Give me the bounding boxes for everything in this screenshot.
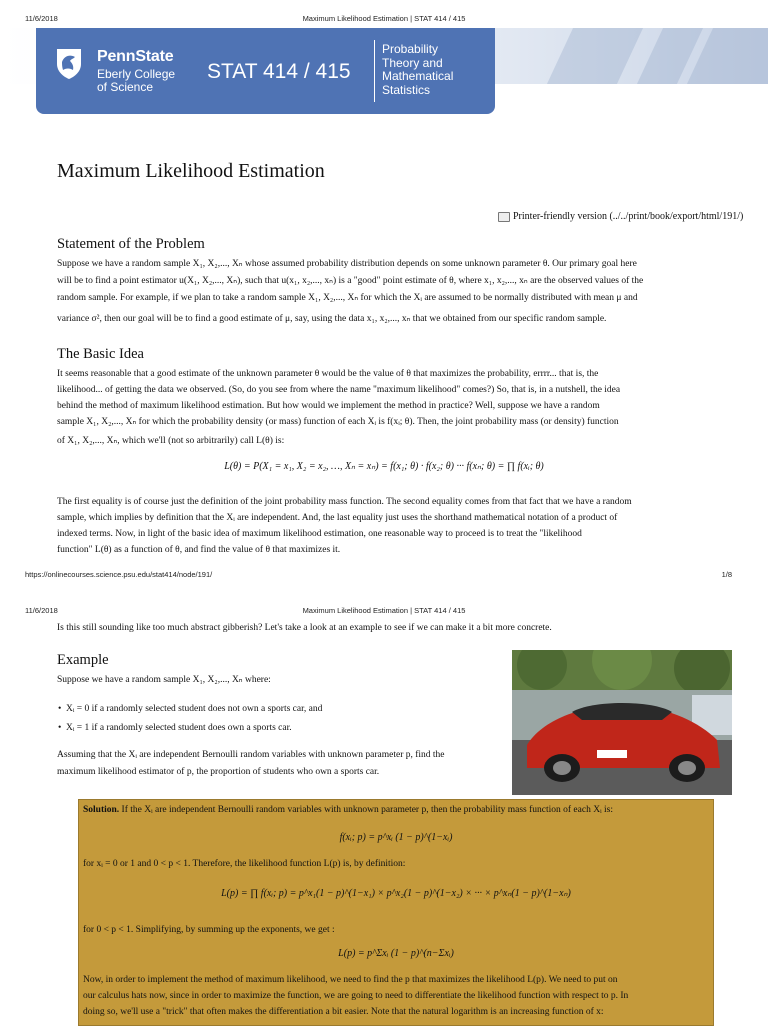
college-name: Eberly College of Science (97, 67, 176, 94)
likelihood-product-equation: L(p) = ∏ f(xᵢ; p) = p^x₁(1 − p)^(1−x₁) × p^x₂(1 − p)^(1−x₂) × ··· × p^xₙ(1 − p)^(1−xₙ) (221, 888, 571, 899)
list-item: • Xᵢ = 1 if a randomly selected student does own a sports car. (66, 719, 322, 738)
course-code[interactable]: STAT 414 / 415 (207, 60, 351, 83)
basic-idea-paragraph: It seems reasonable that a good estimate of the unknown parameter θ would be the value of θ that maximizes the probability, errrr... that is, the likelihood... of getting the data we observed. (So, do you see from where the name "maximum likelihood" comes?) So, that is, in a nutshell, the idea behind the method of maximum likelihood estimation. But how would we implement the method in practice? Well, suppose we have a random sample X₁, X₂,..., Xₙ for which the probability density (or mass) function of each Xᵢ is f(xᵢ; θ). Then, the joint probability mass (or density) function of X₁, X₂,..., Xₙ, which we'll (not so arbitrarily) call L(θ) is: (57, 369, 621, 446)
solution-line-3: for 0 < p < 1. Simplifying, by summing up the exponents, we get : (83, 925, 335, 935)
print-date: 11/6/2018 (25, 606, 58, 615)
section-heading-basic-idea: The Basic Idea (57, 346, 144, 362)
print-title: Maximum Likelihood Estimation | STAT 414 / 415 (302, 14, 466, 23)
penn-state-shield-icon (56, 48, 82, 80)
sports-car-image (512, 650, 732, 795)
solution-closing-paragraph: Now, in order to implement the method of maximum likelihood, we need to find the p that maximizes the likelihood L(p). We need to put on our calculus hats now, since in order to maximize the function, we are going to need to differentiate the likelihood function with respect to p. In doing so, we'll use a "trick" that often makes the differentiation a bit easier. Note that the natural logarithm is an increasing function of x: (83, 975, 629, 1017)
banner-divider (374, 40, 375, 102)
print-date: 11/6/2018 (25, 14, 58, 23)
intro-paragraph: Is this still sounding like too much abstract gibberish? Let's take a look at an example to see if we can make it a bit more concrete. (57, 623, 552, 633)
problem-paragraph: Suppose we have a random sample X₁, X₂,..., Xₙ whose assumed probability distribution depends on some unknown parameter θ. Our primary goal here will be to find a point estimator u(X₁, X₂,..., Xₙ), such that u(x₁, x₂,..., xₙ) is a "good" point estimate of θ, where x₁, x₂,..., xₙ are the observed values of the random sample. For example, if we plan to take a random sample X₁, X₂,..., Xₙ for which the Xᵢ are assumed to be normally distributed with mean μ and variance σ², then our goal will be to find a good estimate of μ, say, using the data x₁, x₂,..., xₙ that we obtained from our specific random sample. (57, 259, 644, 324)
print-header (0, 0, 768, 23)
example-question: Assuming that the Xᵢ are independent Bernoulli random variables with unknown parameter p, find the maximum likelihood estimator of p, the proportion of students who own a sports car. (57, 750, 445, 777)
list-item: • Xᵢ = 0 if a randomly selected student does not own a sports car, and (66, 700, 322, 719)
equality-paragraph: The first equality is of course just the definition of the joint probability mass function. The second equality comes from that fact that we have a random sample, which implies by definition that the Xᵢ are independent. And, the last equality just uses the shorthand mathematical notation of a product of indexed terms. Now, in light of the basic idea of maximum likelihood estimation, one reasonable way to proceed is to treat the "likelihood function" L(θ) as a function of θ, and find the value of θ that maximizes it. (57, 497, 632, 555)
solution-line-2: for xᵢ = 0 or 1 and 0 < p < 1. Therefore, the likelihood function L(p) is, by definition: (83, 859, 406, 869)
printer-friendly-link[interactable]: Printer-friendly version (../../print/book/export/html/191/) (498, 211, 743, 222)
printer-icon (498, 212, 510, 222)
simplified-likelihood-equation: L(p) = p^Σxᵢ (1 − p)^(n−Σxᵢ) (338, 948, 454, 959)
university-name: PennState (97, 48, 174, 65)
solution-line-1: Solution. If the Xᵢ are independent Bernoulli random variables with unknown parameter p, then the probability mass function of each Xᵢ is: (83, 805, 613, 815)
site-banner[interactable] (36, 28, 495, 114)
footer-page-number: 1/8 (721, 570, 732, 579)
solution-box (78, 799, 714, 1026)
section-heading-example: Example (57, 652, 109, 668)
example-lead: Suppose we have a random sample X₁, X₂,..., Xₙ where: (57, 675, 271, 685)
section-heading-problem: Statement of the Problem (57, 236, 205, 252)
course-subtitle: Probability Theory and Mathematical Statistics (382, 42, 454, 97)
page-title: Maximum Likelihood Estimation (57, 160, 325, 182)
bernoulli-pmf-equation: f(xᵢ; p) = p^xᵢ (1 − p)^(1−xᵢ) (339, 832, 453, 843)
footer-url: https://onlinecourses.science.psu.edu/stat414/node/191/ (25, 570, 213, 579)
print-title: Maximum Likelihood Estimation | STAT 414 / 415 (302, 606, 466, 615)
print-header-page2 (0, 592, 768, 615)
likelihood-equation: L(θ) = P(X₁ = x₁, X₂ = x₂, …, Xₙ = xₙ) = f(x₁; θ) · f(x₂; θ) ··· f(xₙ; θ) = ∏ f(xᵢ; θ) (224, 461, 544, 472)
example-bullet-list (66, 700, 322, 738)
